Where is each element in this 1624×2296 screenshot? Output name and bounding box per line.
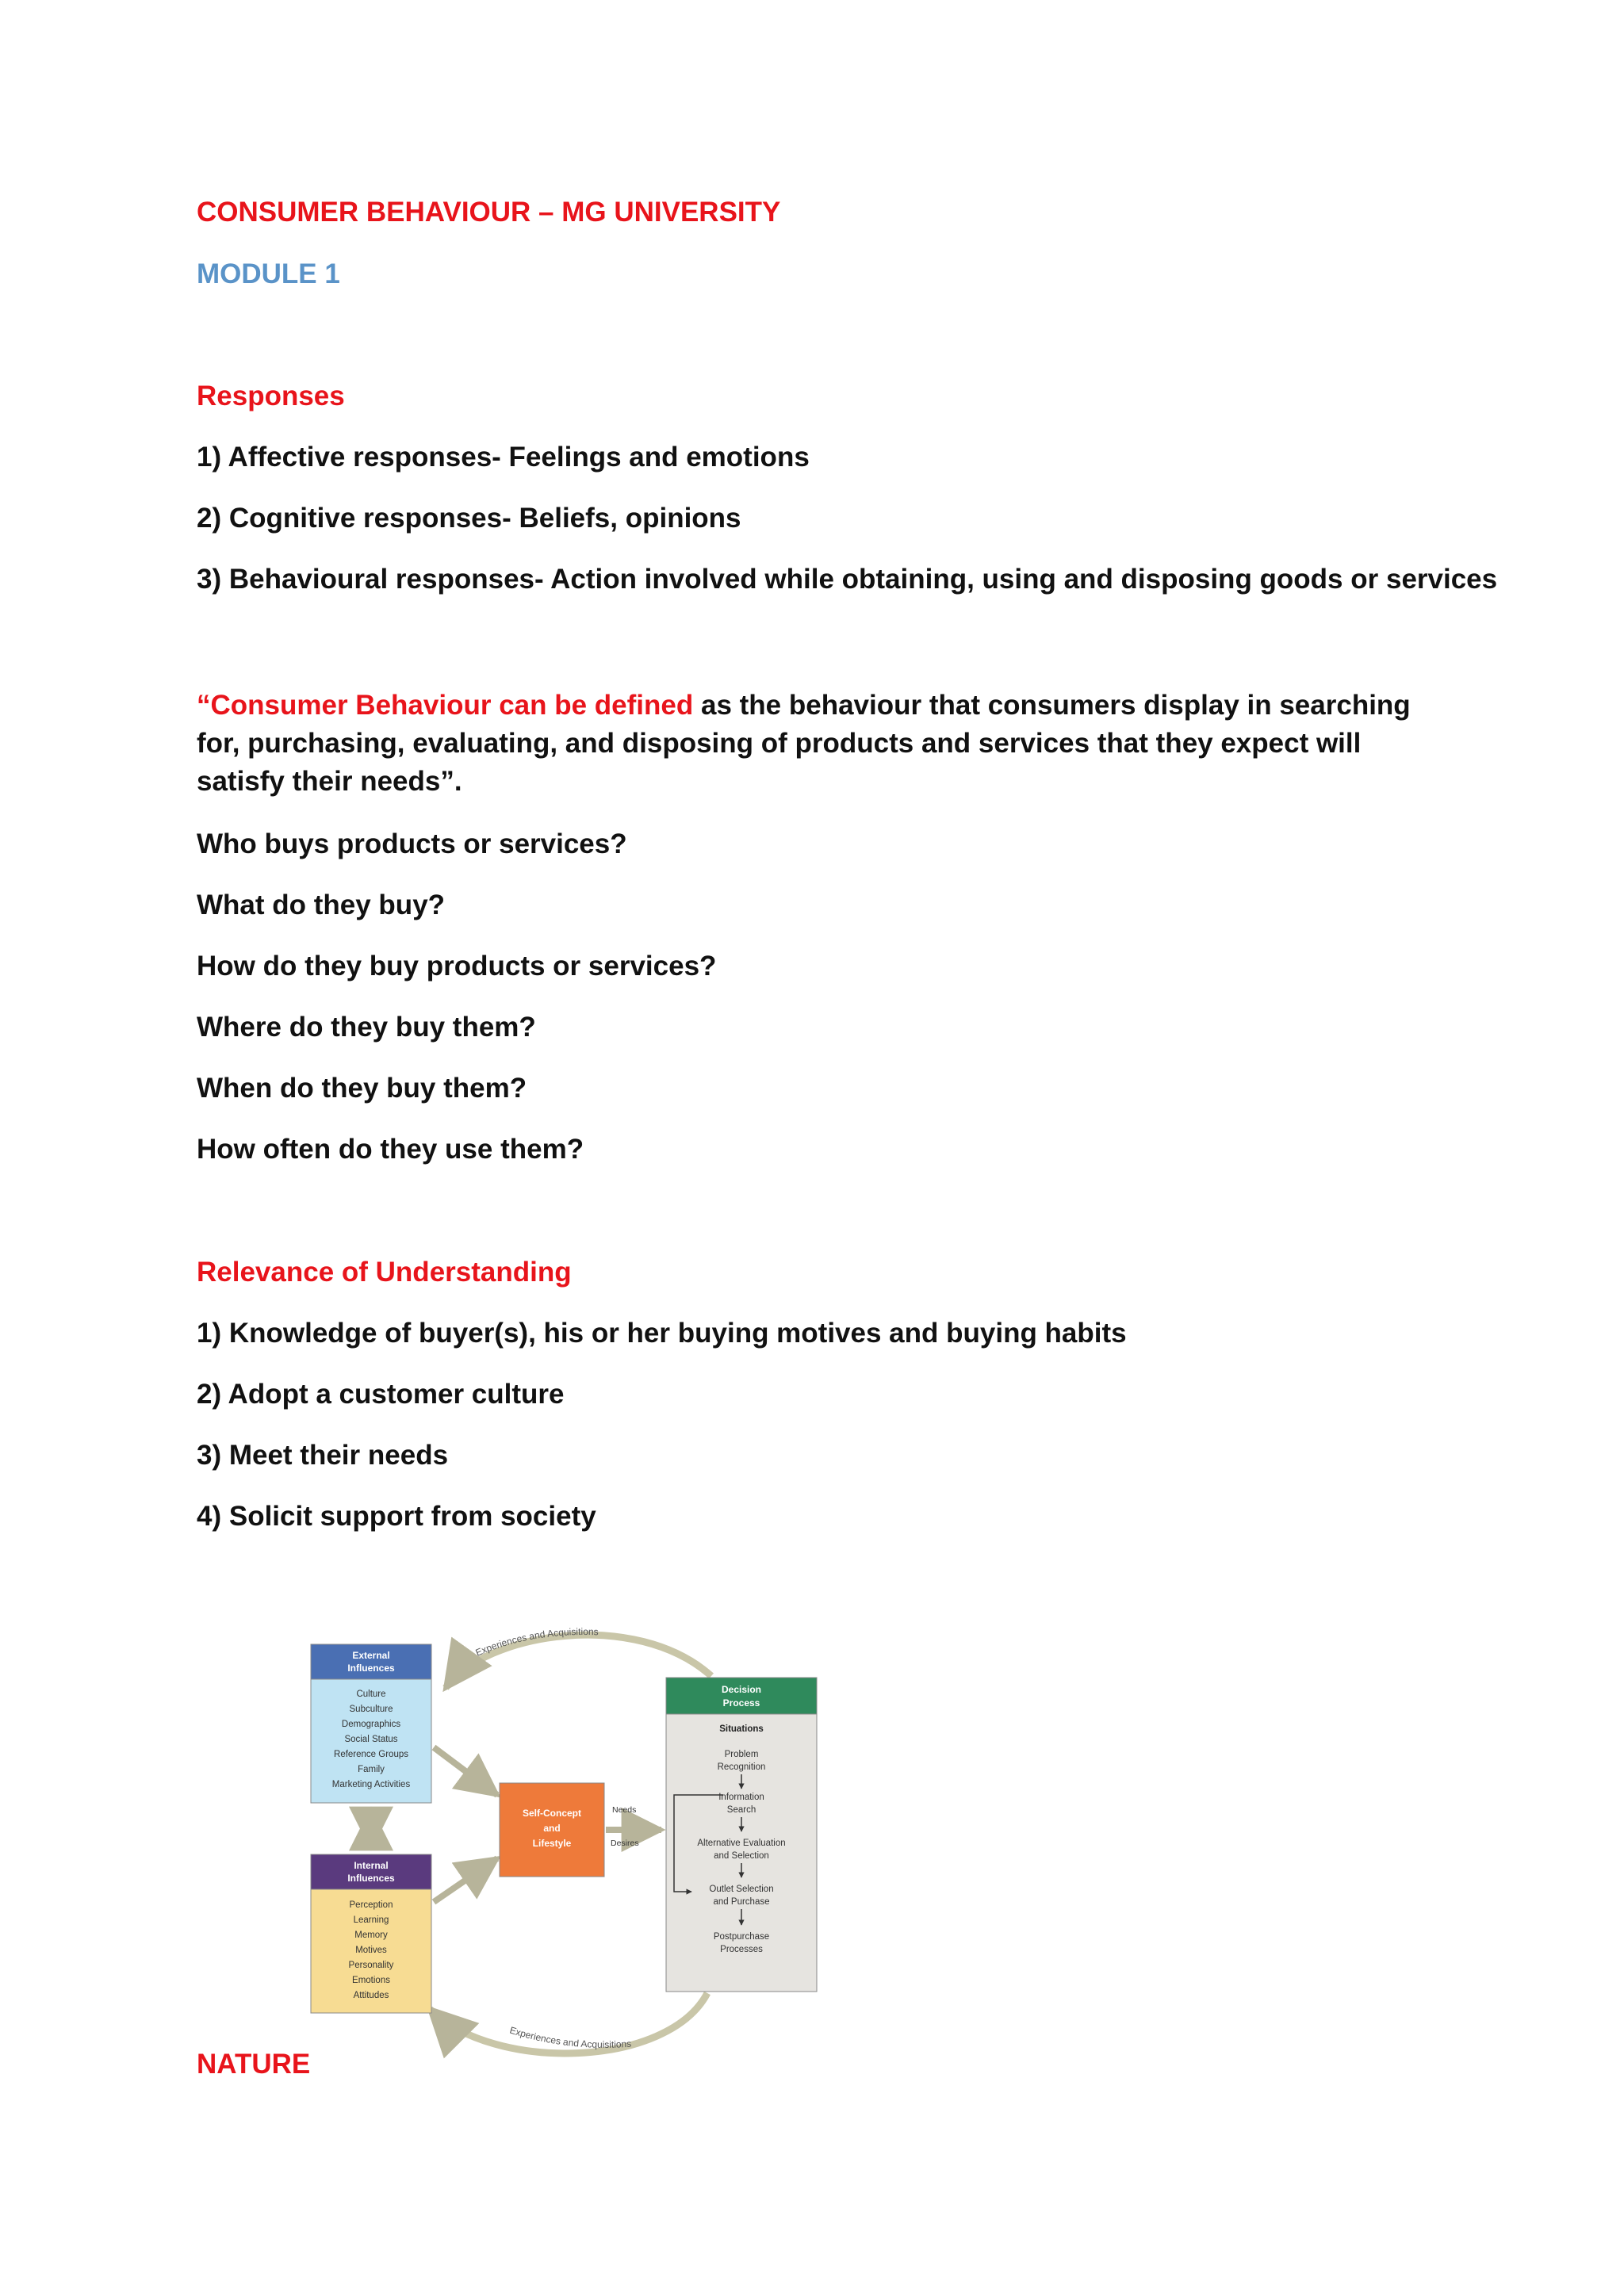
internal-item: Perception	[349, 1900, 393, 1910]
response-item: 1) Affective responses- Feelings and emotions	[197, 442, 810, 473]
relevance-item: 2) Adopt a customer culture	[197, 1379, 565, 1410]
decision-step-text: Alternative Evaluation	[697, 1839, 786, 1848]
internal-item: Emotions	[352, 1976, 390, 1985]
decision-step-text: Outlet Selection	[709, 1885, 774, 1894]
definition-paragraph	[197, 687, 1434, 801]
internal-item: Motives	[355, 1946, 387, 1955]
consumer-behaviour-model-diagram	[295, 1613, 850, 2072]
internal-item: Memory	[354, 1931, 388, 1940]
external-item: Subculture	[349, 1705, 393, 1714]
external-item: Social Status	[344, 1735, 398, 1744]
external-item: Marketing Activities	[331, 1780, 411, 1789]
decision-title-line: Decision	[721, 1684, 762, 1695]
external-item: Culture	[356, 1689, 386, 1699]
internal-item: Learning	[353, 1915, 389, 1925]
self-concept-line: and	[543, 1823, 561, 1834]
relevance-heading: Relevance of Understanding	[197, 1257, 572, 1288]
external-item: Demographics	[341, 1720, 401, 1729]
desires-label: Desires	[611, 1839, 639, 1848]
decision-step-text: Recognition	[717, 1762, 766, 1772]
module-label: MODULE 1	[197, 258, 340, 289]
definition-text: as the behaviour that consumers display in searching for, purchasing, evaluating, and disposing of products and services that they expect will satisfy their needs”.	[197, 690, 1411, 797]
decision-step-text: and Selection	[714, 1851, 769, 1861]
decision-step-text: Search	[726, 1805, 756, 1815]
self-concept-line: Lifestyle	[532, 1838, 572, 1849]
decision-process-header	[666, 1678, 817, 1714]
internal-to-self-arrow	[434, 1858, 497, 1902]
response-item: 2) Cognitive responses- Beliefs, opinions	[197, 503, 741, 534]
question-item: How often do they use them?	[197, 1134, 584, 1165]
arc-top-label: Experiences and Acquisitions	[473, 1625, 599, 1659]
decision-step-text: Information	[718, 1793, 764, 1802]
internal-item: Personality	[348, 1961, 394, 1970]
question-item: What do they buy?	[197, 890, 446, 920]
external-item: Reference Groups	[334, 1750, 408, 1759]
external-title-line: External	[352, 1650, 390, 1661]
external-to-self-arrow	[434, 1747, 497, 1795]
relevance-item: 1) Knowledge of buyer(s), his or her buying motives and buying habits	[197, 1318, 1127, 1349]
internal-title-line: Internal	[354, 1860, 389, 1871]
responses-heading: Responses	[197, 381, 345, 411]
question-item: Who buys products or services?	[197, 828, 627, 859]
question-item: When do they buy them?	[197, 1073, 527, 1104]
response-item: 3) Behavioural responses- Action involved while obtaining, using and disposing goods or services	[197, 564, 1498, 595]
decision-step-text: Problem	[724, 1750, 759, 1759]
internal-title-line: Influences	[347, 1873, 395, 1884]
external-item: Family	[358, 1765, 385, 1774]
decision-step-text: Processes	[720, 1945, 763, 1954]
decision-step-text: and Purchase	[713, 1897, 770, 1907]
question-item: Where do they buy them?	[197, 1012, 536, 1043]
situations-label: Situations	[719, 1724, 764, 1734]
self-concept-line: Self-Concept	[522, 1808, 582, 1819]
internal-item: Attitudes	[353, 1991, 389, 2000]
definition-highlight: “Consumer Behaviour can be defined	[197, 690, 694, 721]
relevance-item: 3) Meet their needs	[197, 1440, 449, 1471]
arc-bottom-label: Experiences and Acquisitions	[508, 2024, 632, 2050]
decision-title-line: Process	[722, 1697, 760, 1709]
external-title-line: Influences	[347, 1663, 395, 1674]
needs-label: Needs	[612, 1805, 637, 1815]
question-item: How do they buy products or services?	[197, 951, 717, 982]
decision-step-text: Postpurchase	[713, 1932, 770, 1942]
document-title: CONSUMER BEHAVIOUR – MG UNIVERSITY	[197, 197, 781, 228]
nature-heading: NATURE	[197, 2049, 311, 2080]
relevance-item: 4) Solicit support from society	[197, 1501, 596, 1532]
